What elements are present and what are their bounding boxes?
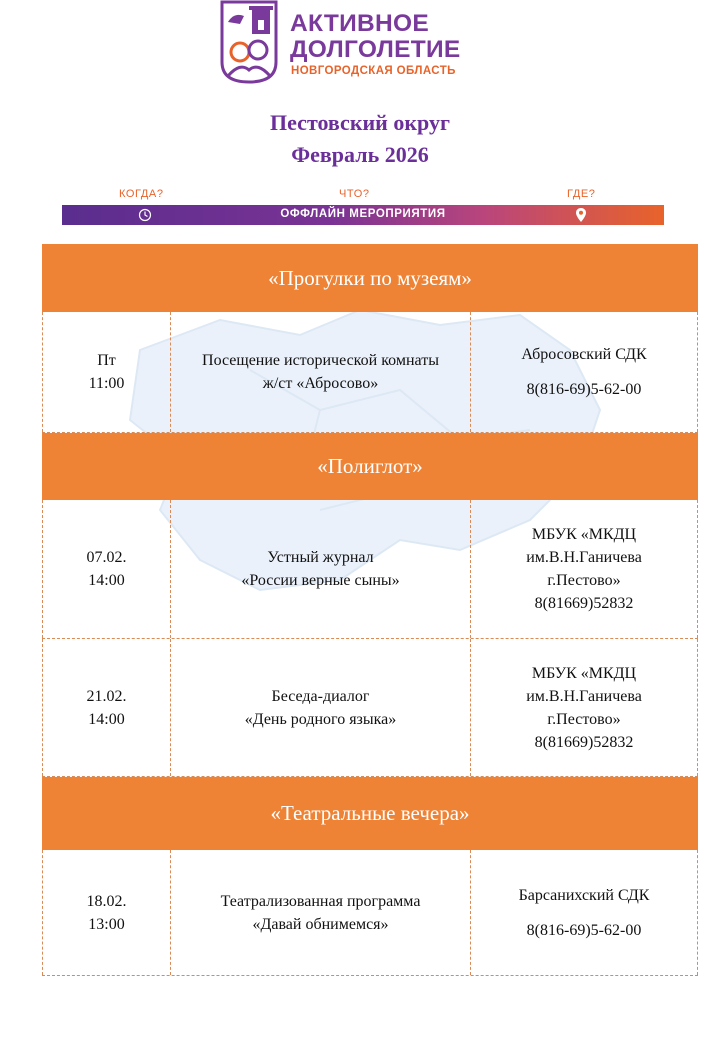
tower-and-people-emblem-icon <box>218 0 280 84</box>
event-title-line: Посещение исторической комнаты <box>202 352 439 369</box>
venue-line: им.В.Н.Ганичева <box>526 687 642 705</box>
venue-name: Абросовский СДК <box>521 346 647 363</box>
venue-line: МБУК «МКДЦ <box>531 664 637 682</box>
event-when <box>42 500 170 638</box>
banner-bar <box>62 205 664 225</box>
event-title-line: Беседа-диалог <box>271 687 370 705</box>
event-what <box>170 639 470 776</box>
event-where <box>470 312 698 432</box>
event-title-line: ж/ст «Абросово» <box>262 375 379 392</box>
page-title-month: Февраль 2026 <box>291 142 429 167</box>
logo-line-2: ДОЛГОЛЕТИЕ <box>290 36 461 63</box>
logo-line-3: НОВГОРОДСКАЯ ОБЛАСТЬ <box>291 65 456 77</box>
event-title-line: Театрализованная программа <box>220 892 421 910</box>
banner-where-label: ГДЕ? <box>567 188 596 200</box>
venue-line: г.Пестово» <box>547 710 621 728</box>
event-date: 07.02. <box>86 549 127 566</box>
event-time: 14:00 <box>88 710 125 728</box>
banner-labels <box>62 188 664 204</box>
event-when <box>42 639 170 776</box>
banner-text: ОФФЛАЙН МЕРОПРИЯТИЯ <box>280 208 446 220</box>
venue-line: им.В.Н.Ганичева <box>526 549 642 566</box>
event-what <box>170 500 470 638</box>
event-when <box>42 850 170 975</box>
event-title-line: «России верные сыны» <box>241 572 400 589</box>
table-row <box>42 500 698 639</box>
event-date: 18.02. <box>86 892 127 910</box>
logo-line-1: АКТИВНОЕ <box>290 10 430 37</box>
event-day: Пт <box>97 352 116 369</box>
location-pin-icon <box>575 207 587 223</box>
banner-when-label: КОГДА? <box>119 188 164 200</box>
venue-phone: 8(81669)52832 <box>534 733 634 751</box>
event-title-line: «День родного языка» <box>244 710 397 728</box>
table-row <box>42 639 698 777</box>
event-title-line: Устный журнал <box>267 549 374 566</box>
event-title-line: «Давай обнимемся» <box>252 915 389 933</box>
venue-line: г.Пестово» <box>547 572 621 589</box>
section-header-theatre-evenings: «Театральные вечера» <box>42 777 698 850</box>
event-time: 13:00 <box>88 915 125 933</box>
section-header-museum-walks: «Прогулки по музеям» <box>42 244 698 312</box>
table-row <box>42 312 698 433</box>
event-time: 11:00 <box>88 375 125 392</box>
logo <box>218 0 508 86</box>
event-where <box>470 639 698 776</box>
section-header-polyglot: «Полиглот» <box>42 433 698 500</box>
venue-line: МБУК «МКДЦ <box>531 526 637 543</box>
event-when <box>42 312 170 432</box>
table-row <box>42 850 698 976</box>
event-time: 14:00 <box>88 572 125 589</box>
venue-phone: 8(816-69)5-62-00 <box>526 381 642 398</box>
event-date: 21.02. <box>86 687 127 705</box>
event-what <box>170 312 470 432</box>
event-what <box>170 850 470 975</box>
event-where <box>470 850 698 975</box>
event-where <box>470 500 698 638</box>
venue-name: Барсанихский СДК <box>518 886 650 904</box>
banner-what-label: ЧТО? <box>339 188 370 200</box>
page-title-district: Пестовский округ <box>270 110 450 135</box>
venue-phone: 8(816-69)5-62-00 <box>526 921 642 939</box>
venue-phone: 8(81669)52832 <box>534 595 634 612</box>
